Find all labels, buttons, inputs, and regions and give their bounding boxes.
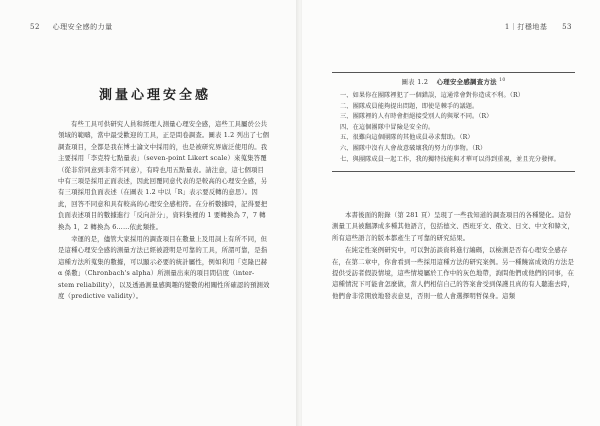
figure-name: 心理安全感調查方法 [436, 78, 497, 86]
left-running-header [30, 22, 113, 32]
survey-item: 三、團隊裡的人有時會拒絕接受別人的與眾不同。（R） [340, 113, 493, 121]
right-page-number: 53 [562, 23, 572, 31]
right-body-text [332, 210, 575, 302]
right-running-header [505, 22, 572, 32]
right-paragraph-1: 本書後面的附錄（第 281 頁）呈現了一些我知道的調查項目的各種變化。這份測量工具被翻譯成多種其他語言，包括德文、西班牙文、俄文、日文、中文和韓文，所有這些語言的版本都產生了可靠的研究結果。 [332, 211, 575, 242]
survey-items-list [332, 91, 575, 165]
left-body-text [58, 119, 270, 303]
right-running-head: 1｜打穩地基 [504, 23, 548, 31]
figure-note-ref: 10 [499, 77, 506, 83]
left-running-head: 心理安全感的力量 [52, 23, 113, 31]
section-title: 測量心理安全感 [98, 88, 211, 103]
survey-item: 二、團隊成員能夠提出問題，即使是棘手的議題。 [340, 102, 479, 110]
figure-label: 圖表 1.2 [401, 78, 429, 86]
right-page [302, 0, 600, 426]
survey-item: 六、團隊中沒有人會故意破壞我的努力的事物。（R） [340, 144, 487, 152]
survey-item: 七、與團隊成員一起工作，我的獨特技能與才華可以得到重視，並且充分發揮。 [340, 155, 561, 163]
left-paragraph-1: 有些工具可供研究人員和經理人測量心理安全感，這些工具屬於公共領域的範疇，當中最受歡迎的工具，正是問卷調查。圖表 1.2 列出了七個調查項目，全都是我在博士論文中採用的，也是被研究界廣泛使用的。我主要採用「李克特七點量表」（seven-point Likert scale）來蒐集答覆（從非常同意到非常不同意），有時也用五點量表。請注意，這七個項目中有三項是採用正面表述，因此回覆同意代表的是較高的心理安全感，另有三項採用負面表述（在圖表 1.2 中以「R」表示要反轉的意思）。因此，回答不同意和具有較高的心理安全感相符。在分析數據時，記得要把負面表述項目的數據進行「反向計分」，資料集裡的 1 要轉換為 7，7 轉換為 1，2 轉換為 6……依此類推。 [58, 120, 270, 231]
left-page-number: 52 [30, 23, 40, 31]
right-paragraph-2: 在純定性案例研究中，可以對訪談資料進行編碼，以檢測是否有心理安全感存在，在第二章中，你會看到一些採用這種方法的研究案例。另一種饒富成效的方法是提供受訪者假設情境，這些情境屬於工作中的灰色地帶，詢問他們或他們的同事，在這種情況下可能會怎麼做，當人們相信自己的答案會受到保護且真的有人聽進去時，他們會非常開放地發表意見，否則一般人會選擇明哲保身。這類 [332, 246, 575, 300]
survey-item: 五、很難向這個團隊的其他成員尋求幫助。（R） [340, 134, 474, 142]
survey-item: 四、在這個團隊中冒險是安全的。 [340, 123, 435, 131]
figure-box [332, 72, 575, 172]
survey-item: 一、如果你在團隊裡犯了一個錯誤，這通常會對你造成不利。（R） [340, 92, 524, 99]
figure-caption [332, 77, 575, 86]
left-page [0, 0, 298, 426]
left-paragraph-2: 幸運的是，儘管大家採用的調查項目在數量上及用詞上有所不同，但是這種心理安全感的測量方法已經被證明是可靠的工具，所謂可靠，是指這種方法所蒐集的數據，可以顯示必要的統計屬性，例如利用「克隆巴赫 α 係數」（Chronbach's alpha）所測量出來的項目間信度（inter-stem reliability），以及透過測量感興趣的變數的相關性所確認的預測效度（predictive validity）。 [58, 235, 270, 301]
